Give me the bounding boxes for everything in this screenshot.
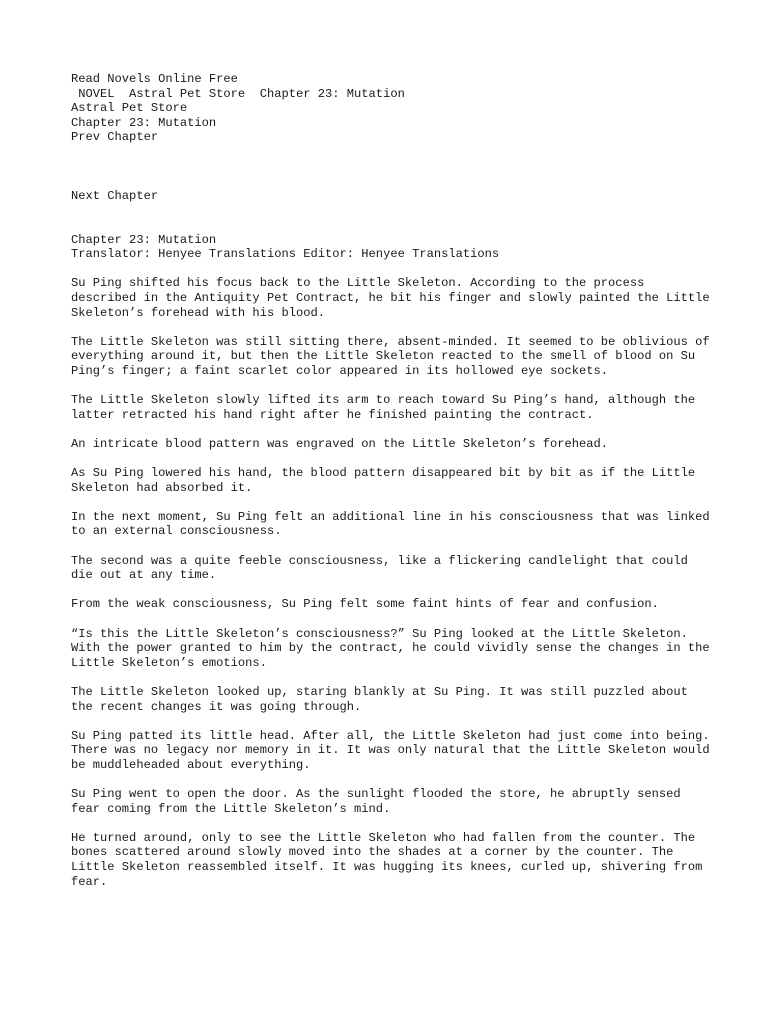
heading-spacer [71,203,711,232]
chapter-paragraph: He turned around, only to see the Little Skeleton who had fallen from the counter. The bones scattered around slowly moved into the shades at a corner by the counter. The Little Skeleton reassembled itself. It was hugging its knees, curled up, shivering from fear. [71,830,703,889]
chapter-paragraph: The Little Skeleton was still sitting there, absent-minded. It seemed to be oblivious of everything around it, but then the Little Skeleton reacted to the smell of blood on Su Ping’s finger; a faint scarlet color appeared in its hollowed eye sockets. [71,334,710,378]
site-title[interactable]: Read Novels Online Free [71,72,238,86]
nav-spacer [71,145,711,189]
chapter-paragraph: Su Ping patted its little head. After all, the Little Skeleton had just come into being. There was no legacy nor memory in it. It was only natural that the Little Skeleton would be muddleheaded about everything. [71,728,710,772]
chapter-paragraph: From the weak consciousness, Su Ping felt some faint hints of fear and confusion. [71,597,659,612]
chapter-paragraph: The Little Skeleton slowly lifted its arm to reach toward Su Ping’s hand, although the latter retracted his hand right after he finished painting the contract. [71,393,696,422]
translator-credits: Translator: Henyee Translations Editor: Henyee Translations [71,247,500,262]
chapter-paragraph: In the next moment, Su Ping felt an additional line in his consciousness that was linked to an external consciousness. [71,509,710,539]
page-content [71,72,711,904]
prev-chapter-link[interactable]: Prev Chapter [71,130,159,145]
chapter-paragraph: The second was a quite feeble consciousness, like a flickering candlelight that could die out at any time. [71,553,688,583]
chapter-paragraph: Su Ping shifted his focus back to the Little Skeleton. According to the process described in the Antiquity Pet Contract, he bit his finger and slowly painted the Little Skeleton’s forehead with his blood. [71,276,710,320]
next-chapter-link[interactable]: Next Chapter [71,188,159,203]
chapter-paragraph: The Little Skeleton looked up, staring blankly at Su Ping. It was still puzzled about the recent changes it was going through. [71,684,688,714]
chapter-paragraph: Su Ping went to open the door. As the sunlight flooded the store, he abruptly sensed fear coming from the Little Skeleton’s mind. [71,787,681,816]
chapter-paragraph: “Is this the Little Skeleton’s consciousness?” Su Ping looked at the Little Skeleton. With the power granted to him by the contract, he could vividly sense the changes in the Little Skeleton’s emotions. [71,626,710,670]
chapter-title: Chapter 23: Mutation [71,115,217,130]
chapter-paragraph: An intricate blood pattern was engraved on the Little Skeleton’s forehead. [71,436,609,451]
chapter-heading: Chapter 23: Mutation [71,232,217,247]
novel-title[interactable]: Astral Pet Store [71,101,188,116]
breadcrumb[interactable]: NOVEL Astral Pet Store Chapter 23: Mutation [71,86,405,101]
chapter-paragraph: As Su Ping lowered his hand, the blood pattern disappeared bit by bit as if the Little Skeleton had absorbed it. [71,466,696,495]
